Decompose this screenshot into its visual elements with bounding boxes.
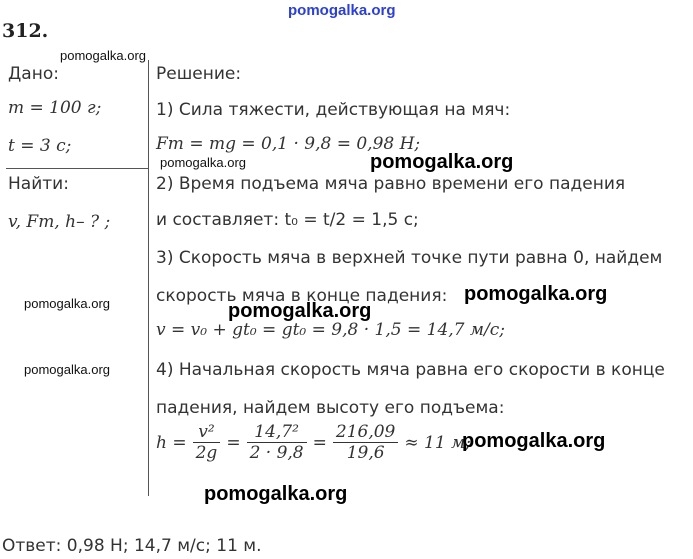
watermark-left-2: pomogalka.org (24, 362, 110, 377)
step2-text-b: и составляет: t₀ = t/2 = 1,5 с; (156, 210, 419, 230)
watermark-step1: pomogalka.org (160, 155, 246, 170)
watermark-right-5: pomogalka.org (204, 483, 348, 505)
step1-formula: Fт = mg = 0,1 · 9,8 = 0,98 Н; (156, 134, 421, 154)
step4-text-b: падения, найдем высоту его подъема: (156, 398, 505, 418)
fraction-numeric: $\frac{\text{14,7²}}{2 \cdot 9,8}$ (247, 422, 307, 463)
watermark-right-4: pomogalka.org (462, 430, 606, 452)
fraction-v2-2g: $\frac{\text{v²}}{2g}$ (193, 422, 221, 463)
watermark-given: pomogalka.org (60, 48, 146, 63)
given-label: Дано: (8, 64, 59, 84)
formula-result: ≈ 11 м; (404, 432, 471, 453)
problem-number: 312. (2, 20, 49, 42)
fraction-result: $\frac{216,09}{19,6}$ (333, 422, 398, 463)
watermark-left-1: pomogalka.org (24, 296, 110, 311)
given-time: t = 3 с; (8, 136, 72, 156)
step3-formula: v = v₀ + gt₀ = gt₀ = 9,8 · 1,5 = 14,7 м/с; (156, 320, 505, 340)
step4-text-a: 4) Начальная скорость мяча равна его скорости в конце (156, 360, 665, 380)
step2-text-a: 2) Время подъема мяча равно времени его падения (156, 174, 626, 194)
vertical-divider (148, 60, 149, 496)
given-mass: m = 100 г; (8, 98, 102, 118)
step3-text-a: 3) Скорость мяча в верхней точке пути равна 0, найдем (156, 248, 663, 268)
step4-formula: h = $\frac{\text{v²}}{2g}$ = $\frac{\text{14,7²}}{2 \cdot 9,8}$ = $\frac{216,09}{19,6}$ ≈ 11 м; (156, 422, 471, 463)
watermark-right-2: pomogalka.org (464, 283, 608, 305)
watermark-right-3: pomogalka.org (228, 300, 372, 322)
solution-label: Решение: (156, 64, 242, 84)
watermark-right-1: pomogalka.org (370, 151, 514, 173)
formula-lhs: h = (156, 432, 187, 453)
answer-line: Ответ: 0,98 Н; 14,7 м/с; 11 м. (2, 536, 262, 556)
step3-text-b: скорость мяча в конце падения: (156, 286, 448, 306)
step1-text: 1) Сила тяжести, действующая на мяч: (156, 100, 511, 120)
watermark-top[interactable]: pomogalka.org (288, 2, 396, 19)
find-label: Найти: (8, 174, 69, 194)
horizontal-divider (6, 168, 148, 169)
find-line: v, Fт, h– ? ; (8, 212, 111, 232)
